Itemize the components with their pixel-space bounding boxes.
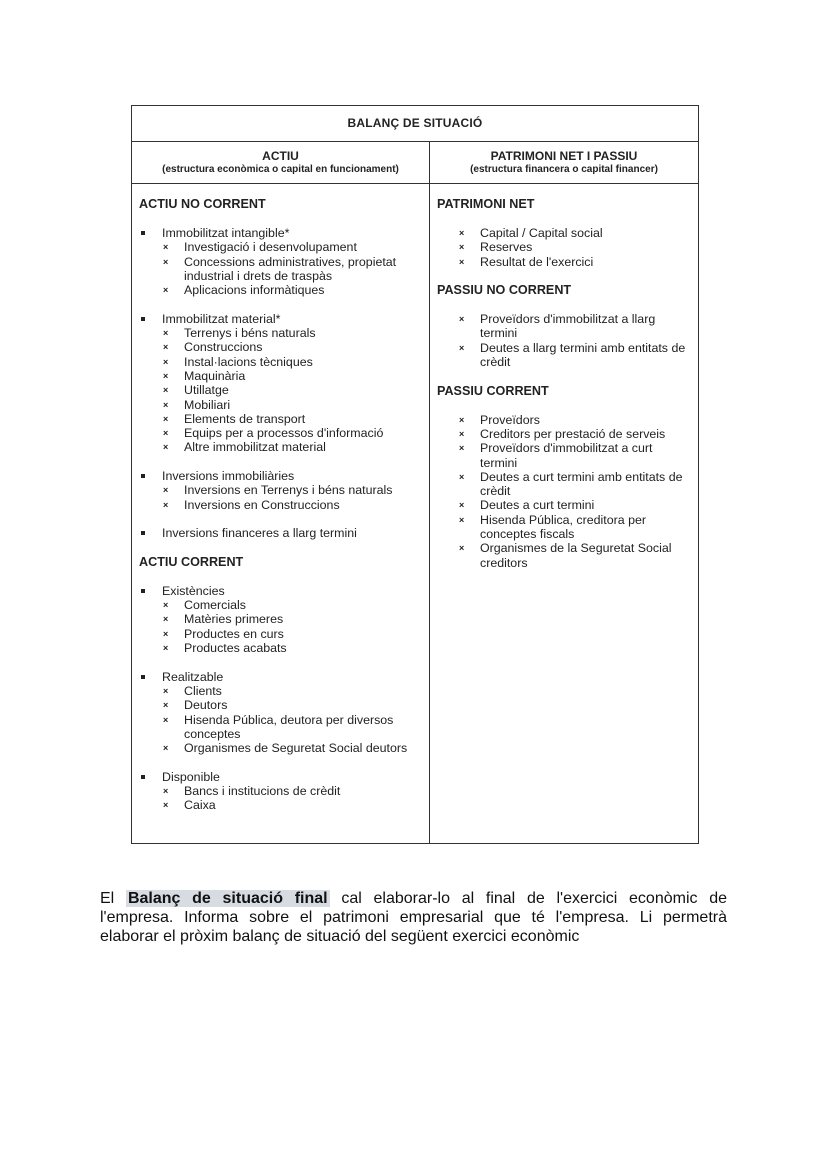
list-item — [162, 240, 421, 254]
cross-bullet-icon: × — [459, 543, 465, 554]
sub-item-list — [162, 598, 421, 655]
list-item — [162, 784, 421, 798]
list-item — [162, 398, 421, 412]
section-title-actiu-no-corrent: ACTIU NO CORRENT — [139, 197, 266, 211]
cross-bullet-icon: × — [163, 442, 169, 453]
paragraph-line-2: l'empresa. Informa sobre el patrimoni empresarial que té l'empresa. Li permetrà — [100, 909, 727, 926]
category-item — [139, 469, 421, 512]
list-item-text: Construccions — [184, 340, 263, 355]
list-item-text: Deutors — [184, 698, 228, 713]
cross-bullet-icon: × — [163, 485, 169, 496]
list-item-text: Aplicacions informàtiques — [184, 283, 325, 298]
actiu-header-title: ACTIU — [262, 149, 299, 163]
sub-item-list — [162, 240, 421, 297]
passiu-corrent-list — [458, 413, 692, 570]
list-item — [458, 427, 692, 441]
cross-bullet-icon: × — [163, 800, 169, 811]
cross-bullet-icon: × — [459, 471, 465, 482]
list-item-text: Altre immobilitzat material — [184, 440, 326, 455]
list-item-text: Productes en curs — [184, 626, 284, 641]
cross-bullet-icon: × — [459, 314, 465, 325]
list-item-text: Proveïdors d'immobilitzat a llarg termini — [480, 312, 656, 341]
list-item — [162, 713, 421, 742]
list-item — [458, 441, 692, 470]
cross-bullet-icon: × — [459, 228, 465, 238]
list-item-text: Hisenda Pública, deutora per diversos conceptes — [184, 712, 394, 741]
section-title-passiu-no-corrent: PASSIU NO CORRENT — [437, 283, 572, 298]
list-item — [458, 341, 692, 370]
list-item-text: Instal·lacions tècniques — [184, 354, 313, 369]
passiu-header — [430, 142, 698, 184]
category-item — [139, 770, 421, 813]
cross-bullet-icon: × — [459, 256, 465, 267]
list-item — [162, 698, 421, 712]
cross-bullet-icon: × — [163, 256, 169, 267]
square-bullet-icon — [141, 317, 145, 321]
paragraph-line-1-rest: cal elaborar-lo al final de l'exercici econòmic de — [329, 890, 728, 907]
list-item-text: Equips per a processos d'informació — [184, 426, 384, 441]
list-item — [162, 355, 421, 369]
sub-item-list — [162, 326, 421, 455]
list-item-text: Organismes de Seguretat Social deutors — [184, 741, 408, 756]
paragraph-line-3: elaborar el pròxim balanç de situació del següent exercici econòmic — [100, 928, 580, 945]
list-item — [458, 226, 692, 240]
list-item — [458, 541, 692, 570]
passiu-header-title: PATRIMONI NET I PASSIU — [490, 149, 638, 163]
actiu-content — [132, 184, 429, 813]
description-paragraph — [100, 889, 727, 946]
actiu-column — [132, 142, 430, 843]
list-item-text: Matèries primeres — [184, 612, 284, 627]
list-item — [458, 255, 692, 269]
list-item-text: Creditors per prestació de serveis — [480, 426, 666, 441]
category-item — [139, 526, 421, 540]
category-item — [139, 584, 421, 655]
cross-bullet-icon: × — [459, 428, 465, 439]
category-label: Inversions financeres a llarg termini — [162, 526, 357, 541]
cross-bullet-icon: × — [459, 514, 465, 525]
list-item — [458, 413, 692, 427]
category-label: Existències — [162, 583, 225, 598]
cross-bullet-icon: × — [163, 428, 169, 439]
category-label: Realitzable — [162, 669, 224, 684]
list-item — [162, 255, 421, 284]
cross-bullet-icon: × — [163, 285, 169, 296]
actiu-corrent-groups — [139, 584, 421, 813]
square-bullet-icon — [141, 474, 145, 478]
list-item — [162, 612, 421, 626]
list-item-text: Organismes de la Seguretat Social creditors — [480, 541, 672, 570]
cross-bullet-icon: × — [459, 242, 465, 253]
list-item — [458, 513, 692, 542]
category-item — [139, 312, 421, 455]
balance-sheet-table — [131, 105, 699, 844]
list-item-text: Utillatge — [184, 383, 229, 398]
cross-bullet-icon: × — [163, 785, 169, 796]
list-item — [458, 470, 692, 499]
list-item-text: Concessions administratives, propietat industrial i drets de traspàs — [184, 254, 397, 283]
list-item — [162, 798, 421, 812]
cross-bullet-icon: × — [163, 743, 169, 754]
list-item — [162, 412, 421, 426]
list-item-text: Elements de transport — [184, 411, 306, 426]
list-item-text: Investigació i desenvolupament — [184, 240, 357, 255]
list-item-text: Capital / Capital social — [480, 226, 603, 240]
list-item — [458, 498, 692, 512]
actiu-header-subtitle: (estructura econòmica o capital en funcionament) — [162, 164, 399, 175]
cross-bullet-icon: × — [163, 328, 169, 339]
table-body — [132, 142, 698, 843]
cross-bullet-icon: × — [163, 385, 169, 396]
highlighted-term: Balanç de situació final — [127, 890, 328, 907]
list-item — [162, 426, 421, 440]
paragraph-prefix: El — [100, 890, 126, 907]
list-item-text: Reserves — [480, 240, 533, 255]
list-item — [162, 326, 421, 340]
list-item-text: Proveïdors d'immobilitzat a curt termini — [480, 441, 653, 470]
cross-bullet-icon: × — [163, 643, 169, 654]
square-bullet-icon — [141, 675, 145, 679]
section-title-patrimoni-net: PATRIMONI NET — [437, 197, 535, 211]
list-item-text: Clients — [184, 683, 222, 698]
list-item — [162, 598, 421, 612]
list-item-text: Bancs i institucions de crèdit — [184, 783, 341, 798]
cross-bullet-icon: × — [163, 370, 169, 381]
square-bullet-icon — [141, 589, 145, 593]
passiu-column — [430, 142, 698, 843]
list-item — [162, 627, 421, 641]
cross-bullet-icon: × — [163, 342, 169, 353]
list-item — [162, 483, 421, 497]
cross-bullet-icon: × — [459, 443, 465, 454]
list-item-text: Inversions en Terrenys i béns naturals — [184, 483, 393, 498]
cross-bullet-icon: × — [163, 356, 169, 367]
list-item-text: Terrenys i béns naturals — [184, 326, 316, 341]
category-label: Inversions immobiliàries — [162, 469, 295, 484]
sub-item-list — [162, 483, 421, 512]
square-bullet-icon — [141, 231, 145, 235]
passiu-header-subtitle: (estructura financera o capital financer) — [470, 164, 658, 175]
section-title-actiu-corrent: ACTIU CORRENT — [139, 554, 244, 569]
list-item-text: Inversions en Construccions — [184, 497, 340, 512]
list-item — [162, 383, 421, 397]
list-item — [162, 440, 421, 454]
passiu-no-corrent-list — [458, 312, 692, 369]
list-item-text: Maquinària — [184, 368, 246, 383]
cross-bullet-icon: × — [163, 685, 169, 696]
cross-bullet-icon: × — [163, 499, 169, 510]
list-item — [162, 741, 421, 755]
sub-item-list — [162, 684, 421, 755]
category-label: Immobilitzat intangible* — [162, 226, 290, 240]
list-item — [162, 283, 421, 297]
section-title-passiu-corrent: PASSIU CORRENT — [437, 383, 549, 398]
passiu-content — [430, 184, 698, 570]
list-item-text: Comercials — [184, 598, 246, 613]
list-item-text: Caixa — [184, 798, 216, 813]
cross-bullet-icon: × — [163, 714, 169, 725]
list-item-text: Deutes a llarg termini amb entitats de crèdit — [480, 340, 686, 370]
cross-bullet-icon: × — [163, 242, 169, 253]
table-title: BALANÇ DE SITUACIÓ — [132, 106, 698, 142]
cross-bullet-icon: × — [459, 500, 465, 511]
sub-item-list — [162, 784, 421, 813]
list-item-text: Proveïdors — [480, 412, 540, 427]
list-item-text: Deutes a curt termini — [480, 498, 595, 513]
cross-bullet-icon: × — [459, 342, 465, 353]
cross-bullet-icon: × — [163, 614, 169, 625]
actiu-header — [132, 142, 429, 184]
list-item — [162, 498, 421, 512]
list-item-text: Productes acabats — [184, 641, 287, 656]
category-label: Disponible — [162, 769, 220, 784]
category-label: Immobilitzat material* — [162, 311, 281, 326]
list-item-text: Hisenda Pública, creditora per conceptes fiscals — [480, 512, 646, 542]
list-item — [458, 240, 692, 254]
cross-bullet-icon: × — [163, 413, 169, 424]
list-item — [162, 340, 421, 354]
list-item — [162, 684, 421, 698]
list-item — [458, 312, 692, 341]
cross-bullet-icon: × — [163, 600, 169, 611]
list-item — [162, 641, 421, 655]
cross-bullet-icon: × — [163, 399, 169, 410]
list-item — [162, 369, 421, 383]
list-item-text: Deutes a curt termini amb entitats de crèdit — [480, 469, 683, 499]
square-bullet-icon — [141, 531, 145, 535]
patrimoni-net-list — [458, 226, 692, 269]
list-item-text: Mobiliari — [184, 397, 231, 412]
category-item — [139, 670, 421, 756]
cross-bullet-icon: × — [163, 628, 169, 639]
paragraph-line-1 — [100, 889, 727, 908]
cross-bullet-icon: × — [459, 414, 465, 425]
cross-bullet-icon: × — [163, 700, 169, 711]
square-bullet-icon — [141, 775, 145, 779]
list-item-text: Resultat de l'exercici — [480, 254, 594, 269]
actiu-no-corrent-groups — [139, 226, 421, 541]
category-item — [139, 226, 421, 297]
